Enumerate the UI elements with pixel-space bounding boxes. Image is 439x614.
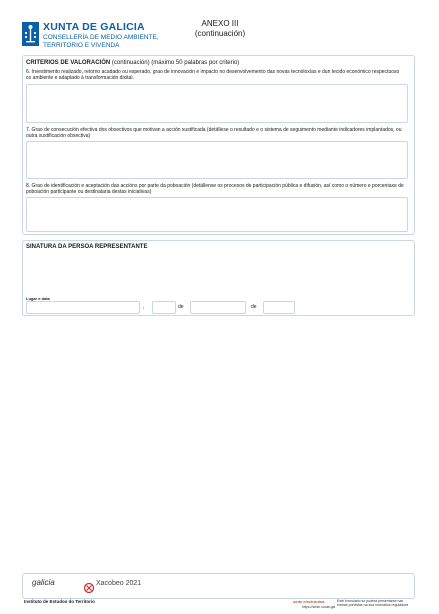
- footer-note-line-2: formas previstas na súa normativa reguladora: [337, 603, 409, 608]
- annex-title: ANEXO III: [201, 19, 239, 28]
- criterion-7-text: 7. Grao de consecución efectiva dos obxectivos que motivan a acción xustificada (detállese o resultado e o sistema de seguimento mediante indicadores implantados, ou outra xustificación obxectiva): [26, 127, 402, 140]
- consellaria-line-2: TERRITORIO E VIVENDA: [43, 42, 120, 49]
- footer-logos-box: [22, 573, 415, 599]
- de-label-1: de: [178, 304, 184, 310]
- sede-url[interactable]: https://sede.xunta.gal: [302, 605, 336, 609]
- day-field[interactable]: [152, 301, 176, 314]
- comma-separator: ,: [143, 304, 145, 310]
- criteria-title: [26, 60, 239, 66]
- xacobeo-logo-icon: [84, 580, 94, 590]
- annex-subtitle: (continuación): [194, 29, 246, 38]
- criterion-8-text: 8. Grao de identificación e aceptación das accións por parte da poboación (detállense os procesos de participación pública e difusión, así como o número e porcentaxe de poboación participante ou destinataria destas iniciativas): [26, 183, 404, 196]
- org-title: XUNTA DE GALICIA: [43, 21, 145, 33]
- month-field[interactable]: [190, 301, 246, 314]
- footer-note: [337, 599, 415, 608]
- year-field[interactable]: [263, 301, 295, 314]
- criterion-6-answer[interactable]: [26, 84, 408, 123]
- galicia-logo: galicia: [32, 578, 55, 587]
- place-date-label: Lugar e data: [26, 296, 50, 301]
- criteria-title-main: CRITERIOS DE VALORACIÓN: [26, 60, 111, 66]
- consellaria-name: [43, 34, 183, 50]
- criterion-7-answer[interactable]: [26, 141, 408, 179]
- instituto-name: Instituto de Estudos do Territorio: [24, 599, 95, 604]
- sede-electronica-label: sede electrónica: [293, 599, 325, 604]
- footer-note-line-1: Este formulario só poderá presentarse nas: [337, 599, 404, 603]
- xunta-logo-icon: [22, 22, 39, 46]
- xacobeo-logo-text: Xacobeo 2021: [96, 580, 142, 587]
- criterion-8-answer[interactable]: [26, 197, 408, 232]
- signature-title: SINATURA DA PERSOA REPRESENTANTE: [26, 244, 148, 250]
- criterion-6-text: 6. Investimento realizado, retorno acadado ou esperado, grao de innovación e impacto no desenvolvemento das novas tecnoloxías e dun tecido económico respectuoso co ambiente e adaptado á transformación dixital.: [26, 69, 400, 82]
- consellaria-line-1: CONSELLERÍA DE MEDIO AMBIENTE,: [43, 34, 159, 41]
- place-field[interactable]: [26, 301, 140, 314]
- de-label-2: de: [251, 304, 257, 310]
- annex-heading: [190, 19, 250, 39]
- criteria-title-note: (continuación) (máximo 50 palabras por criterio): [111, 60, 240, 66]
